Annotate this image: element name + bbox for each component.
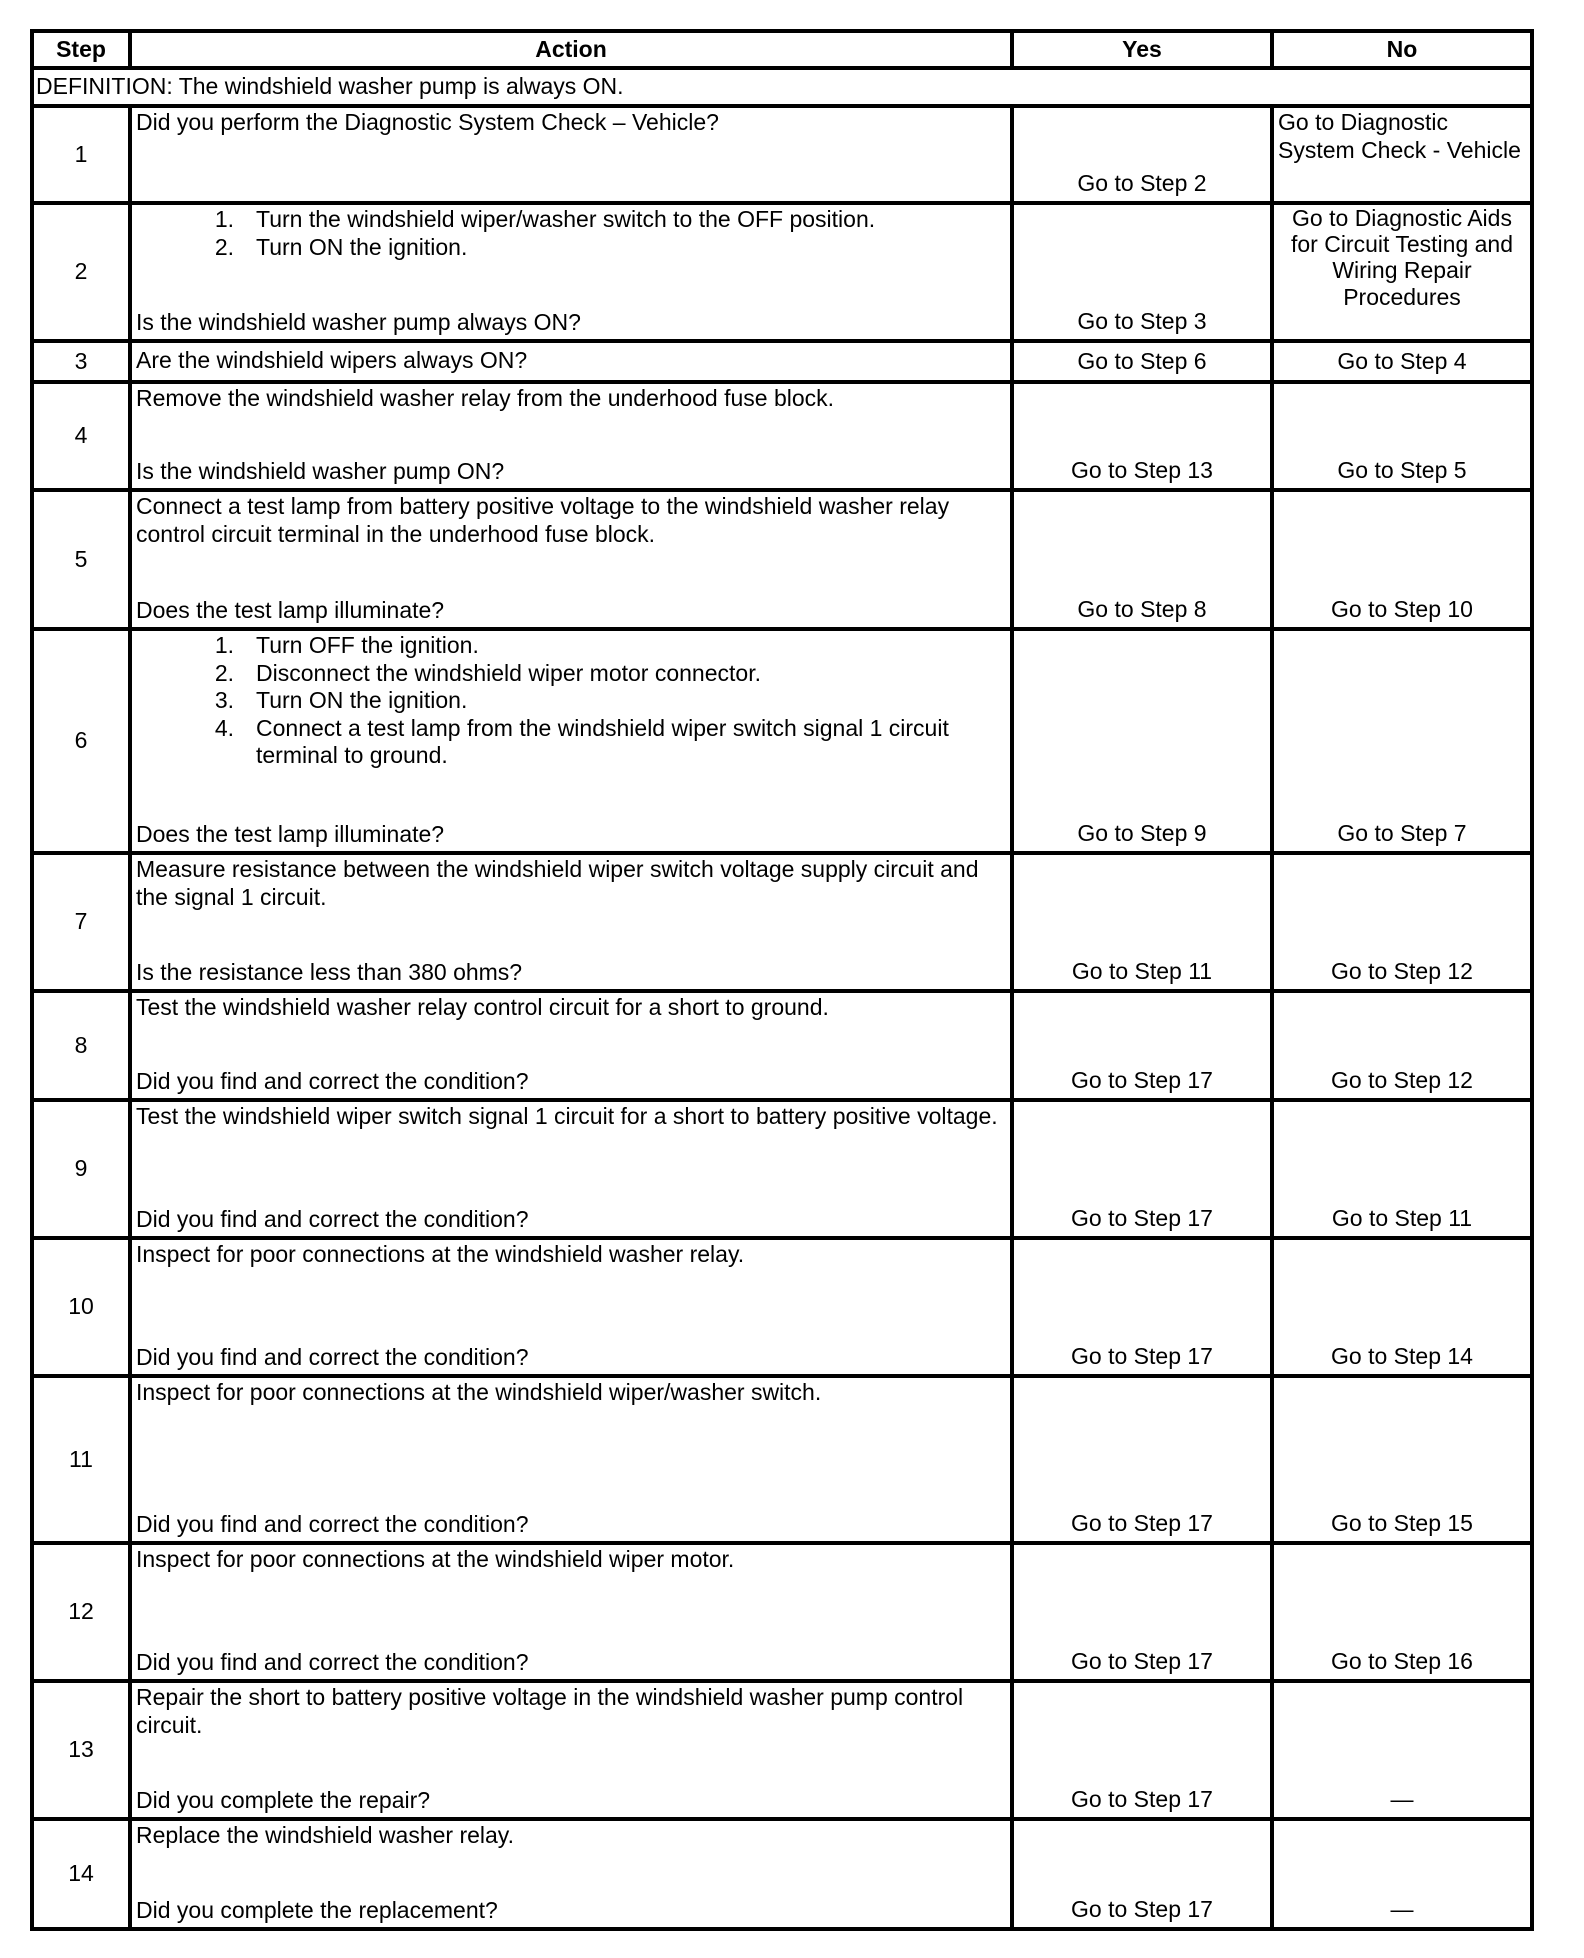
yes-result: Go to Step 11 [1012, 853, 1272, 991]
action-cell [130, 1238, 1012, 1376]
yes-result: Go to Step 13 [1012, 382, 1272, 490]
action-cell [130, 203, 1012, 341]
action-question: Did you find and correct the condition? [136, 1511, 529, 1538]
step-number: 11 [32, 1376, 130, 1543]
action-cell [130, 1543, 1012, 1681]
step-number: 5 [32, 490, 130, 629]
step-number: 7 [32, 853, 130, 991]
action-cell [130, 1681, 1012, 1819]
action-instruction: Inspect for poor connections at the windshield wiper/washer switch. [136, 1379, 822, 1405]
no-result: Go to Step 12 [1272, 853, 1532, 991]
no-result: Go to Step 4 [1272, 341, 1532, 382]
step-number: 1 [32, 106, 130, 203]
list-item: 4. Connect a test lamp from the windshield wiper switch signal 1 circuit terminal to ground. [214, 714, 949, 769]
action-cell [130, 629, 1012, 853]
no-result: Go to Diagnostic Aids for Circuit Testing and Wiring Repair Procedures [1272, 203, 1532, 341]
action-cell [130, 853, 1012, 991]
action-question: Are the windshield wipers always ON? [130, 341, 1012, 382]
table-row [32, 629, 1532, 853]
action-instruction: Measure resistance between the windshield wiper switch voltage supply circuit and the signal 1 circuit. [136, 856, 979, 910]
action-question: Does the test lamp illuminate? [136, 821, 445, 848]
table-row [32, 1819, 1532, 1929]
list-item: 2. Disconnect the windshield wiper motor connector. [214, 659, 761, 686]
no-result: Go to Step 14 [1272, 1238, 1532, 1376]
no-result: — [1272, 1681, 1532, 1819]
yes-result: Go to Step 2 [1012, 106, 1272, 203]
yes-result: Go to Step 17 [1012, 1543, 1272, 1681]
action-question: Did you complete the repair? [136, 1787, 431, 1814]
table-row [32, 203, 1532, 341]
list-item: 1. Turn OFF the ignition. [214, 632, 479, 658]
header-no: No [1272, 31, 1532, 68]
list-item: 1. Turn the windshield wiper/washer switch to the OFF position. [214, 206, 876, 232]
action-question: Did you find and correct the condition? [136, 1068, 529, 1095]
table-row [32, 1100, 1532, 1238]
step-number: 13 [32, 1681, 130, 1819]
yes-result: Go to Step 17 [1012, 991, 1272, 1100]
action-instruction: Remove the windshield washer relay from the underhood fuse block. [136, 385, 835, 411]
no-result: Go to Step 12 [1272, 991, 1532, 1100]
action-instruction: Repair the short to battery positive voltage in the windshield washer pump control circuit. [136, 1684, 964, 1738]
definition-row [32, 68, 1532, 106]
action-cell [130, 1376, 1012, 1543]
step-number: 2 [32, 203, 130, 341]
header-step: Step [32, 31, 130, 68]
table-row [32, 341, 1532, 382]
action-question: Did you find and correct the condition? [136, 1206, 529, 1233]
table-row [32, 382, 1532, 490]
action-question: Did you find and correct the condition? [136, 1344, 529, 1371]
table-row [32, 991, 1532, 1100]
table-row [32, 1376, 1532, 1543]
table-row [32, 106, 1532, 203]
action-question: Is the windshield washer pump ON? [136, 458, 505, 485]
step-number: 3 [32, 341, 130, 382]
list-item: 2. Turn ON the ignition. [214, 233, 468, 260]
header-action: Action [130, 31, 1012, 68]
action-question: Is the resistance less than 380 ohms? [136, 959, 523, 986]
action-question: Did you perform the Diagnostic System Check – Vehicle? [136, 109, 719, 135]
action-cell [130, 382, 1012, 490]
action-steps-list [136, 206, 1006, 261]
header-yes: Yes [1012, 31, 1272, 68]
definition-text: DEFINITION: The windshield washer pump is always ON. [32, 68, 1532, 106]
no-result: Go to Step 15 [1272, 1376, 1532, 1543]
table-row [32, 1543, 1532, 1681]
diagnostic-document [30, 29, 1530, 1931]
yes-result: Go to Step 17 [1012, 1681, 1272, 1819]
no-result: Go to Step 10 [1272, 490, 1532, 629]
yes-result: Go to Step 17 [1012, 1819, 1272, 1929]
list-item: 3. Turn ON the ignition. [214, 687, 468, 714]
action-instruction: Inspect for poor connections at the windshield washer relay. [136, 1241, 745, 1267]
action-question: Did you complete the replacement? [136, 1897, 498, 1924]
action-instruction: Replace the windshield washer relay. [136, 1822, 514, 1848]
no-result: — [1272, 1819, 1532, 1929]
action-cell [130, 1100, 1012, 1238]
step-number: 8 [32, 991, 130, 1100]
no-result: Go to Step 16 [1272, 1543, 1532, 1681]
step-number: 14 [32, 1819, 130, 1929]
action-steps-list [136, 632, 1006, 770]
diagnostic-table [30, 29, 1534, 1931]
step-number: 4 [32, 382, 130, 490]
yes-result: Go to Step 17 [1012, 1100, 1272, 1238]
step-number: 6 [32, 629, 130, 853]
action-cell [130, 1819, 1012, 1929]
action-instruction: Test the windshield wiper switch signal 1 circuit for a short to battery positive voltage. [136, 1103, 998, 1129]
no-result: Go to Step 5 [1272, 382, 1532, 490]
table-row [32, 490, 1532, 629]
step-number: 9 [32, 1100, 130, 1238]
yes-result: Go to Step 3 [1012, 203, 1272, 341]
step-number: 10 [32, 1238, 130, 1376]
action-cell [130, 991, 1012, 1100]
yes-result: Go to Step 17 [1012, 1238, 1272, 1376]
action-instruction: Test the windshield washer relay control circuit for a short to ground. [136, 994, 829, 1020]
action-question: Did you find and correct the condition? [136, 1649, 529, 1676]
yes-result: Go to Step 6 [1012, 341, 1272, 382]
step-number: 12 [32, 1543, 130, 1681]
no-result: Go to Diagnostic System Check - Vehicle [1272, 106, 1532, 203]
yes-result: Go to Step 17 [1012, 1376, 1272, 1543]
action-instruction: Connect a test lamp from battery positive voltage to the windshield washer relay control circuit terminal in the underhood fuse block. [136, 493, 950, 547]
yes-result: Go to Step 8 [1012, 490, 1272, 629]
action-question: Does the test lamp illuminate? [136, 597, 445, 624]
action-question: Is the windshield washer pump always ON? [136, 309, 581, 336]
table-row [32, 1238, 1532, 1376]
table-row [32, 853, 1532, 991]
no-result: Go to Step 7 [1272, 629, 1532, 853]
no-result: Go to Step 11 [1272, 1100, 1532, 1238]
header-row [32, 31, 1532, 68]
table-row [32, 1681, 1532, 1819]
action-cell [130, 106, 1012, 203]
action-cell [130, 490, 1012, 629]
yes-result: Go to Step 9 [1012, 629, 1272, 853]
action-instruction: Inspect for poor connections at the windshield wiper motor. [136, 1546, 735, 1572]
